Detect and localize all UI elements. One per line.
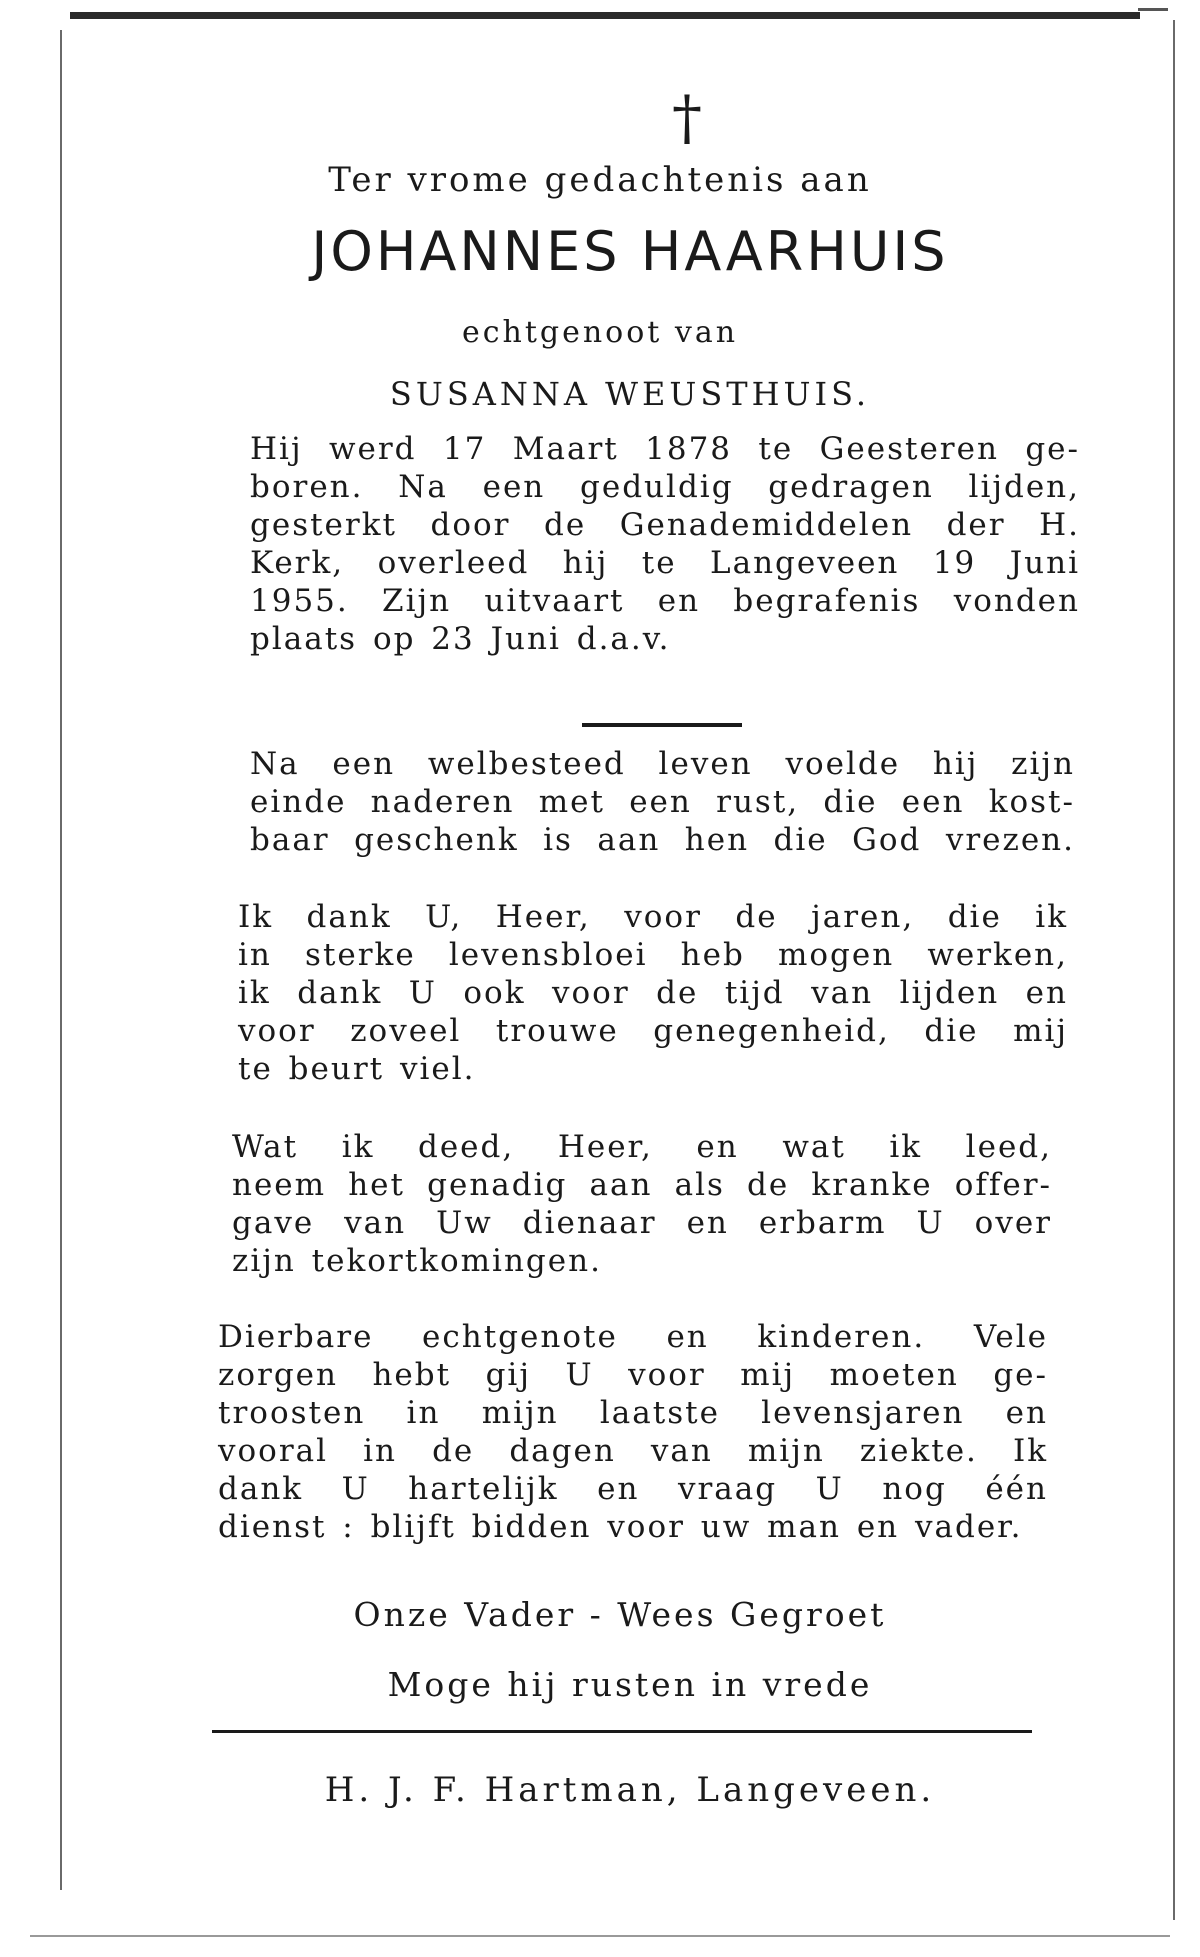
paragraph-line: einde naderen met een rust, die een kost-: [250, 784, 1075, 820]
rest-in-peace-line: Moge hij rusten in vrede: [387, 1665, 873, 1704]
scan-right-edge: [1173, 20, 1175, 1920]
biography-line: 1955. Zijn uitvaart en begrafenis vonden: [250, 583, 1080, 619]
biography-paragraph: [250, 430, 1080, 658]
paragraph-line: vooral in de dagen van mijn ziekte. Ik: [218, 1433, 1048, 1469]
paragraph-well-spent-life: [250, 745, 1075, 859]
prayers-line: Onze Vader - Wees Gegroet: [353, 1595, 887, 1634]
scan-bottom-edge: [30, 1935, 1170, 1937]
scan-top-edge-tail: [1138, 8, 1168, 11]
printer-credit: H. J. F. Hartman, Langeveen.: [324, 1770, 936, 1810]
paragraph-line: Dierbare echtgenote en kinderen. Vele: [218, 1319, 1048, 1355]
paragraph-thanks-years: [238, 898, 1068, 1088]
deceased-name: JOHANNES HAARHUIS: [311, 220, 949, 283]
scan-top-edge: [70, 12, 1140, 19]
section-divider: [582, 723, 742, 727]
biography-line: plaats op 23 Juni d.a.v.: [250, 621, 671, 657]
spouse-name: SUSANNA WEUSTHUIS.: [389, 375, 871, 413]
paragraph-line: zorgen hebt gij U voor mij moeten ge-: [218, 1357, 1048, 1393]
paragraph-line: in sterke levensbloei heb mogen werken,: [238, 937, 1068, 973]
memorial-intro: Ter vrome gedachtenis aan: [328, 160, 872, 200]
paragraph-family-farewell: [218, 1318, 1048, 1546]
paragraph-line: troosten in mijn laatste levensjaren en: [218, 1395, 1048, 1431]
paragraph-offering: [232, 1128, 1052, 1280]
biography-line: Kerk, overleed hij te Langeveen 19 Juni: [250, 545, 1080, 581]
paragraph-line: zijn tekortkomingen.: [232, 1243, 602, 1279]
paragraph-line: neem het genadig aan als de kranke offer-: [232, 1167, 1052, 1203]
paragraph-line: voor zoveel trouwe genegenheid, die mij: [238, 1013, 1068, 1049]
cross-icon: †: [672, 83, 702, 153]
paragraph-line: gave van Uw dienaar en erbarm U over: [232, 1205, 1052, 1241]
biography-line: Hij werd 17 Maart 1878 te Geesteren ge-: [250, 431, 1080, 467]
paragraph-line: baar geschenk is aan hen die God vrezen.: [250, 822, 1075, 858]
paragraph-line: Ik dank U, Heer, voor de jaren, die ik: [238, 899, 1068, 935]
footer-divider: [212, 1730, 1032, 1733]
paragraph-line: Wat ik deed, Heer, en wat ik leed,: [232, 1129, 1052, 1165]
paragraph-line: dienst : blijft bidden voor uw man en vader.: [218, 1509, 1023, 1545]
paragraph-line: dank U hartelijk en vraag U nog één: [218, 1471, 1048, 1507]
paragraph-line: Na een welbesteed leven voelde hij zijn: [250, 746, 1075, 782]
biography-line: gesterkt door de Genademiddelen der H.: [250, 507, 1080, 543]
spouse-label: echtgenoot van: [461, 315, 739, 350]
paragraph-line: te beurt viel.: [238, 1051, 476, 1087]
paragraph-line: ik dank U ook voor de tijd van lijden en: [238, 975, 1068, 1011]
biography-line: boren. Na een geduldig gedragen lijden,: [250, 469, 1080, 505]
